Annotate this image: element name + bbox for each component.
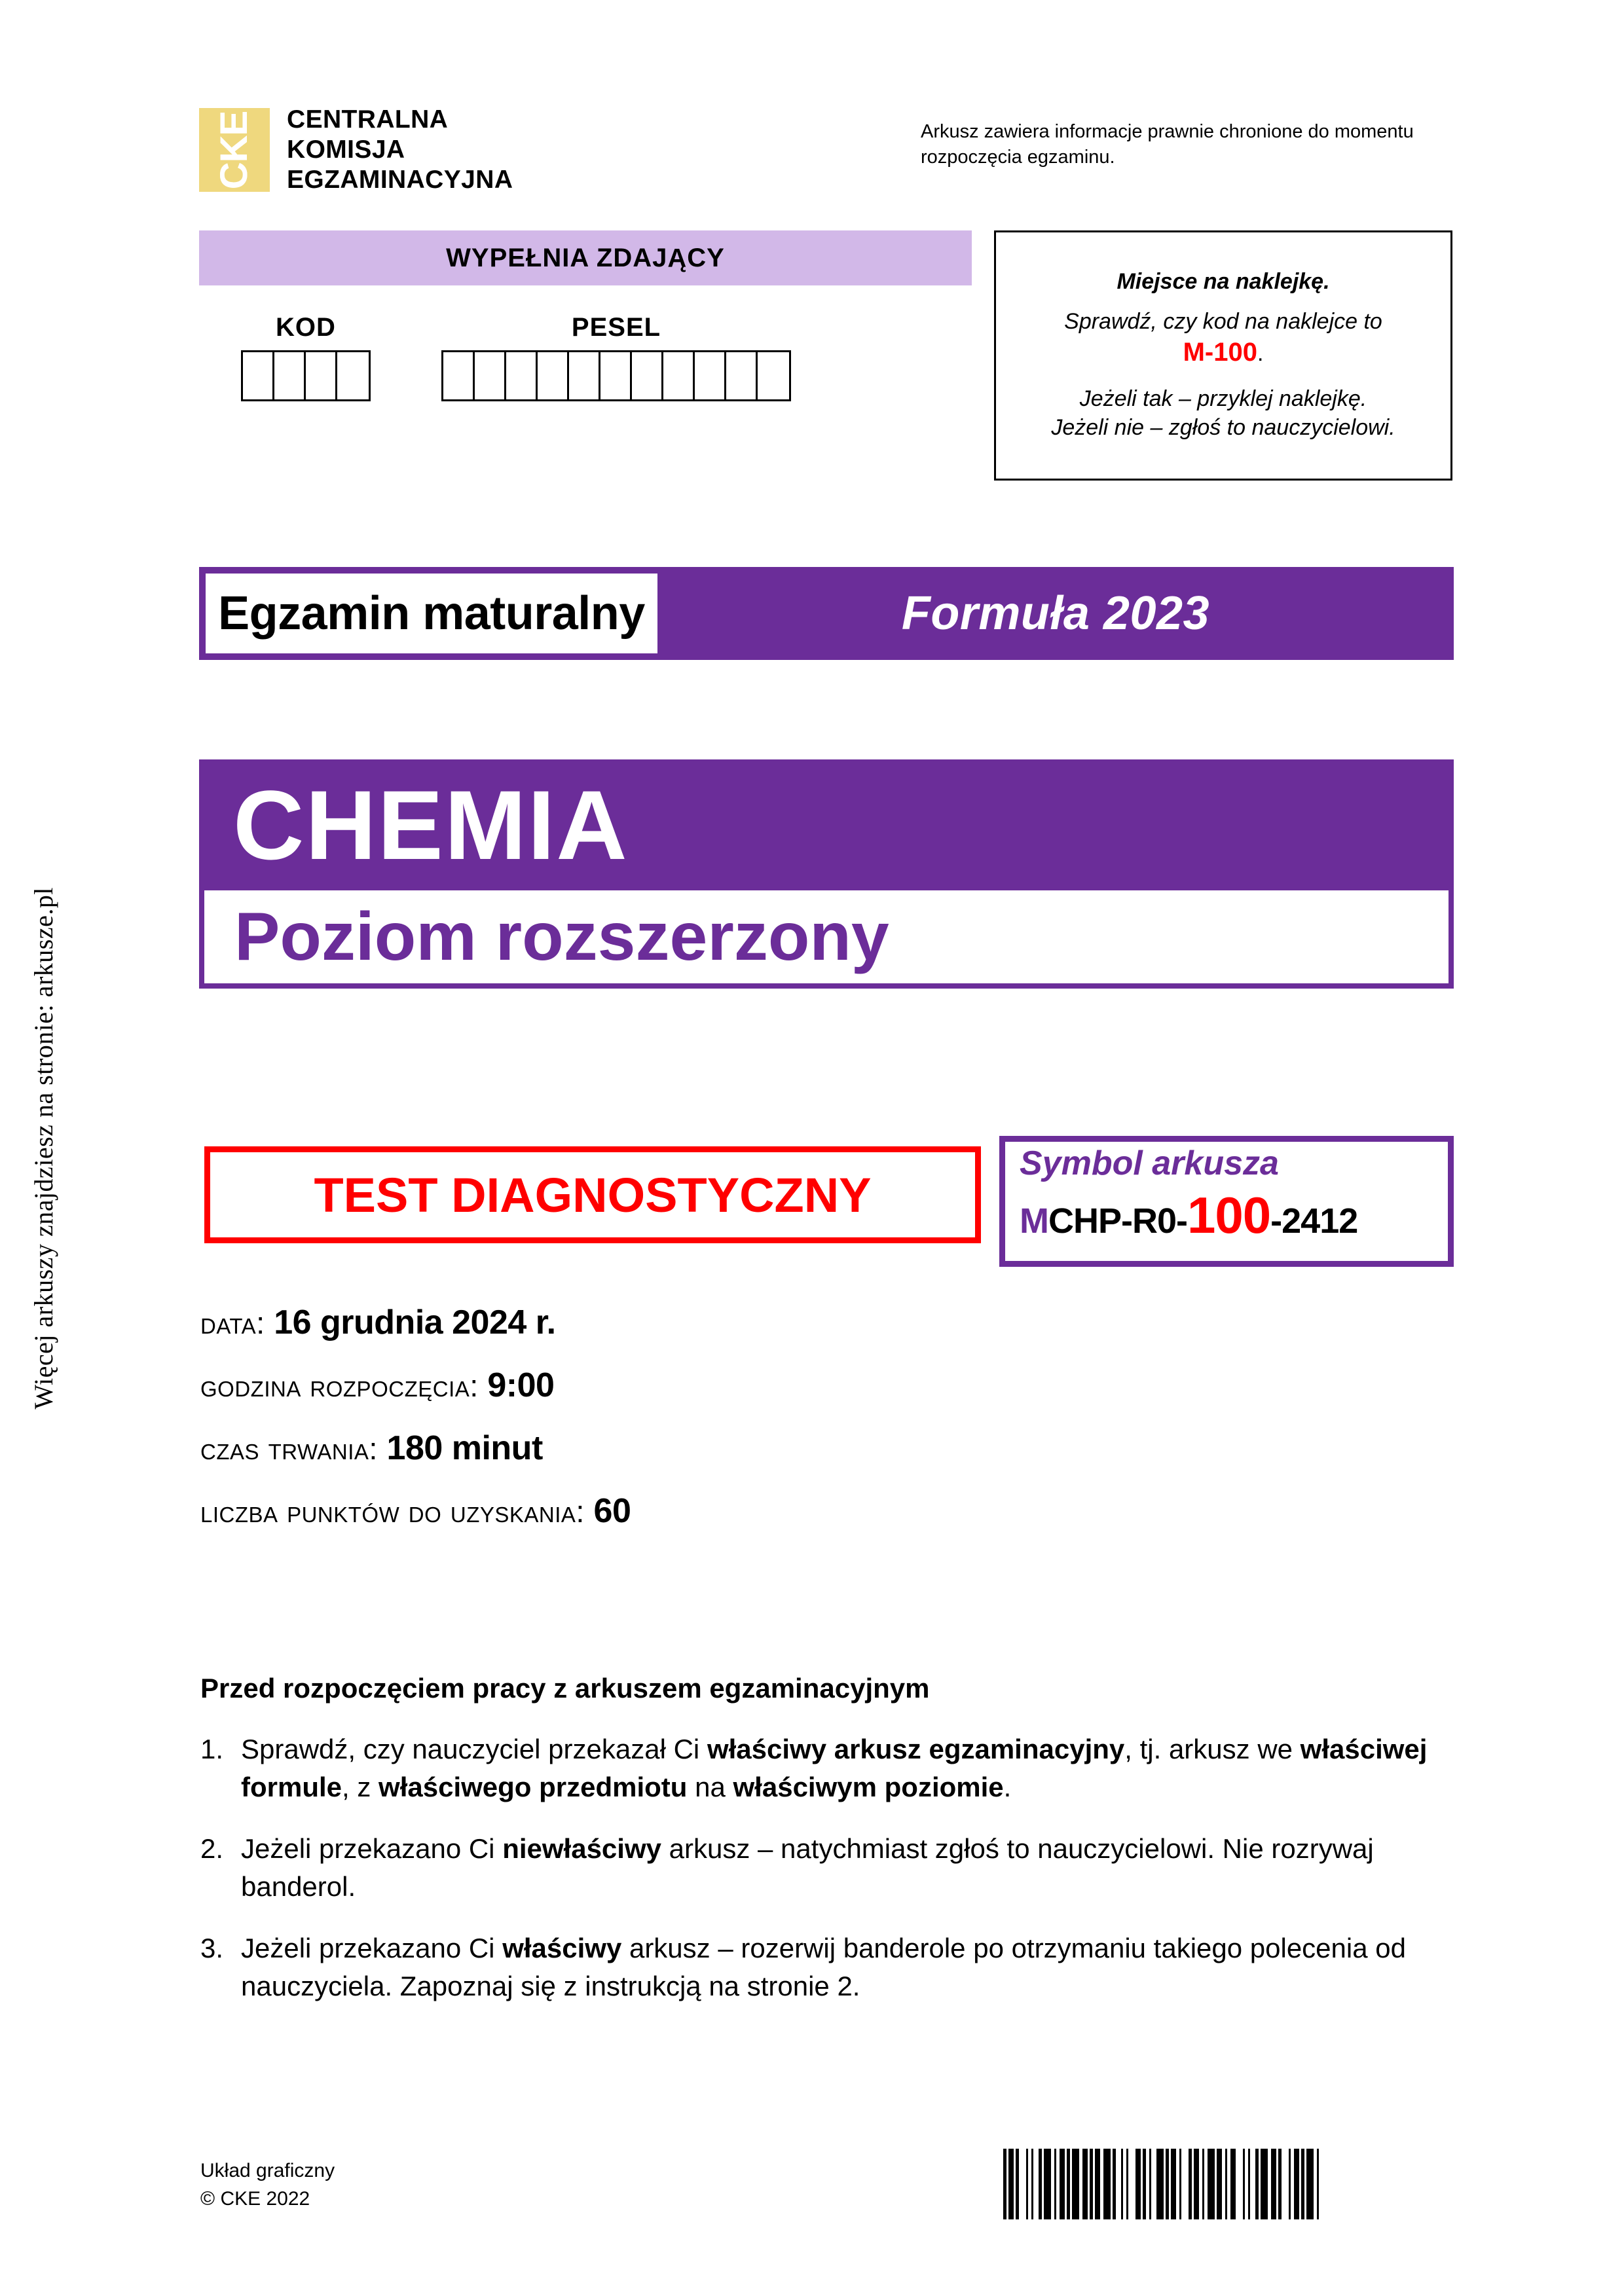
- barcode-bar: [1230, 2149, 1236, 2219]
- sticker-code: M-100: [1183, 337, 1257, 367]
- barcode-bar: [1044, 2149, 1051, 2219]
- instructions-items: [200, 1730, 1445, 2005]
- code-cell[interactable]: [726, 352, 758, 399]
- barcode-bar: [1250, 2149, 1255, 2219]
- sheet-symbol-mid: CHP-R0-: [1048, 1201, 1187, 1241]
- barcode-bar: [1194, 2149, 1199, 2219]
- code-cell[interactable]: [475, 352, 506, 399]
- sheet-symbol-code: [1020, 1186, 1448, 1245]
- instruction-emphasis: właściwego przedmiotu: [378, 1771, 688, 1802]
- exam-meta-label: data:: [200, 1305, 274, 1340]
- barcode-bar: [1095, 2149, 1100, 2219]
- sticker-check-text: Sprawdź, czy kod na naklejce to: [1064, 309, 1382, 335]
- pesel-group: [441, 313, 791, 401]
- instruction-item: [200, 1730, 1445, 1806]
- cke-logo-line2: KOMISJA: [287, 136, 405, 164]
- code-cell[interactable]: [663, 352, 695, 399]
- sticker-if-yes: Jeżeli tak – przyklej naklejkę.: [1079, 386, 1367, 411]
- barcode-bar: [1151, 2149, 1156, 2219]
- code-cell[interactable]: [306, 352, 337, 399]
- cke-logo-line3: EGZAMINACYJNA: [287, 166, 513, 194]
- barcode-bar: [1208, 2149, 1215, 2219]
- candidate-fill-block: [199, 230, 972, 418]
- barcode-bar: [1294, 2149, 1299, 2219]
- barcode-bar: [1116, 2149, 1121, 2219]
- code-cell[interactable]: [337, 352, 369, 399]
- barcode-bar: [1236, 2149, 1243, 2219]
- barcode-bar: [1282, 2149, 1289, 2219]
- instruction-item: [200, 1830, 1445, 1906]
- barcode-bar: [1008, 2149, 1014, 2219]
- barcode-bar: [1319, 2149, 1324, 2219]
- instruction-span: , tj. arkusz we: [1124, 1734, 1301, 1764]
- instruction-span: .: [1003, 1771, 1012, 1802]
- fill-bar-label: WYPEŁNIA ZDAJĄCY: [446, 243, 725, 272]
- instruction-span: , z: [342, 1771, 379, 1802]
- instruction-span: Jeżeli przekazano Ci: [241, 1932, 503, 1963]
- fill-bar: [199, 230, 972, 285]
- barcode-bar: [1306, 2149, 1314, 2219]
- barcode-bar: [1072, 2149, 1079, 2219]
- barcode-bar: [1033, 2149, 1039, 2219]
- cke-logo-mark-icon: [199, 108, 270, 192]
- code-cell[interactable]: [274, 352, 306, 399]
- exam-meta-value: 180 minut: [386, 1429, 543, 1467]
- sheet-symbol-tail: -2412: [1270, 1201, 1358, 1241]
- barcode-bar: [1135, 2149, 1141, 2219]
- instruction-number: 3.: [200, 1932, 224, 1963]
- instruction-emphasis: właściwy arkusz egzaminacyjny: [707, 1734, 1125, 1764]
- sheet-symbol-hundred: 100: [1187, 1186, 1271, 1244]
- instruction-emphasis: właściwym poziomie: [733, 1771, 1004, 1802]
- footer-line2: © CKE 2022: [200, 2187, 310, 2210]
- sticker-title: Miejsce na naklejkę.: [1116, 269, 1330, 295]
- diagnostic-test-label: TEST DIAGNOSTYCZNY: [314, 1167, 872, 1222]
- code-cell[interactable]: [632, 352, 663, 399]
- instruction-text: [241, 1830, 1445, 1906]
- code-cell[interactable]: [600, 352, 632, 399]
- footer-line1: Układ graficzny: [200, 2160, 335, 2181]
- instruction-span: na: [687, 1771, 733, 1802]
- exam-meta-list: [200, 1303, 1314, 1554]
- side-watermark-text: Więcej arkuszy znajdziesz na stronie: arkusze.pl: [28, 886, 58, 1410]
- barcode-bar: [1217, 2149, 1222, 2219]
- exam-banner-right: [657, 567, 1454, 660]
- cke-logo: [199, 105, 513, 195]
- page-header: [190, 105, 1460, 196]
- instructions-section: [200, 1673, 1445, 2029]
- exam-meta-value: 16 grudnia 2024 r.: [274, 1303, 556, 1341]
- instruction-number: 2.: [200, 1832, 224, 1864]
- barcode: [1003, 2149, 1442, 2219]
- code-row: [199, 313, 972, 418]
- barcode-bar: [1019, 2149, 1026, 2219]
- exam-meta-value: 60: [593, 1492, 631, 1530]
- exam-meta-row: [200, 1429, 1314, 1468]
- exam-banner-formula: Formuła 2023: [901, 587, 1210, 640]
- barcode-bar: [1103, 2149, 1111, 2219]
- instruction-emphasis: niewłaściwy: [502, 1832, 661, 1864]
- instruction-span: Jeżeli przekazano Ci: [241, 1832, 503, 1864]
- code-cell[interactable]: [538, 352, 569, 399]
- barcode-bar: [1261, 2149, 1268, 2219]
- instruction-text: [241, 1929, 1445, 2005]
- sticker-code-dot: .: [1257, 340, 1264, 366]
- sticker-if-no: Jeżeli nie – zgłoś to nauczycielowi.: [1051, 414, 1395, 440]
- exam-banner-left: [206, 574, 657, 653]
- exam-meta-label: czas trwania:: [200, 1431, 387, 1466]
- instruction-emphasis: właściwy: [502, 1932, 622, 1963]
- barcode-bar: [1060, 2149, 1065, 2219]
- instruction-span: Sprawdź, czy nauczyciel przekazał Ci: [241, 1734, 707, 1764]
- sheet-symbol-m: M: [1020, 1201, 1048, 1241]
- exam-banner-title: Egzamin maturalny: [218, 587, 645, 640]
- exam-banner: [199, 567, 1454, 660]
- pesel-input-cells[interactable]: [441, 350, 791, 401]
- subject-level-bar: [199, 890, 1454, 989]
- pesel-label: PESEL: [571, 313, 661, 342]
- kod-label: KOD: [276, 313, 336, 342]
- instruction-item: [200, 1929, 1445, 2005]
- instruction-emphasis: właściwej formule: [241, 1734, 1428, 1802]
- cke-logo-letters: CKE: [213, 111, 256, 189]
- code-cell[interactable]: [695, 352, 726, 399]
- barcode-bar: [1171, 2149, 1176, 2219]
- legal-protection-note: Arkusz zawiera informacje prawnie chronione do momentu rozpoczęcia egzaminu.: [921, 121, 1414, 168]
- code-cell[interactable]: [758, 352, 789, 399]
- diagnostic-symbol-row: [199, 1136, 1454, 1270]
- page-content: [190, 0, 1460, 2296]
- kod-input-cells[interactable]: [241, 350, 371, 401]
- exam-meta-row: [200, 1303, 1314, 1342]
- subject-name-bar: [199, 759, 1454, 890]
- cke-logo-line1: CENTRALNA: [287, 105, 449, 134]
- barcode-bar: [1156, 2149, 1164, 2219]
- barcode-bar: [1271, 2149, 1276, 2219]
- subject-level: Poziom rozszerzony: [234, 899, 889, 975]
- kod-group: [241, 313, 371, 401]
- sheet-symbol-box: [999, 1136, 1454, 1267]
- exam-meta-value: 9:00: [487, 1366, 555, 1404]
- exam-meta-label: godzina rozpoczęcia:: [200, 1368, 488, 1403]
- exam-meta-row: [200, 1366, 1314, 1405]
- footer-credit: [200, 2157, 335, 2213]
- code-cell[interactable]: [506, 352, 538, 399]
- code-cell[interactable]: [569, 352, 600, 399]
- instruction-text: [241, 1730, 1445, 1806]
- diagnostic-test-box: [204, 1146, 981, 1243]
- barcode-bar: [1181, 2149, 1189, 2219]
- subject-block: [199, 759, 1454, 989]
- code-cell[interactable]: [443, 352, 475, 399]
- side-watermark-note: [12, 0, 75, 2296]
- instructions-title: Przed rozpoczęciem pracy z arkuszem egzaminacyjnym: [200, 1673, 930, 1704]
- sticker-instructions: [1051, 384, 1395, 442]
- barcode-bar: [1128, 2149, 1135, 2219]
- cke-logo-text: [287, 105, 513, 195]
- subject-name: CHEMIA: [233, 770, 629, 880]
- instruction-span: arkusz – rozerwij banderole po otrzymaniu takiego polecenia od nauczyciela. Zapoznaj się z instrukcją na stronie 2.: [241, 1932, 1406, 2001]
- exam-meta-row: [200, 1491, 1314, 1531]
- instruction-number: 1.: [200, 1734, 224, 1764]
- sheet-symbol-title: Symbol arkusza: [1020, 1144, 1279, 1182]
- barcode-bar: [1082, 2149, 1088, 2219]
- sticker-placement-box: [994, 230, 1452, 481]
- code-cell[interactable]: [243, 352, 274, 399]
- sticker-check-line: [1064, 308, 1382, 369]
- instruction-span: arkusz – natychmiast zgłoś to nauczycielowi. Nie rozrywaj banderol.: [241, 1832, 1374, 1902]
- exam-meta-label: liczba punktów do uzyskania:: [200, 1494, 594, 1529]
